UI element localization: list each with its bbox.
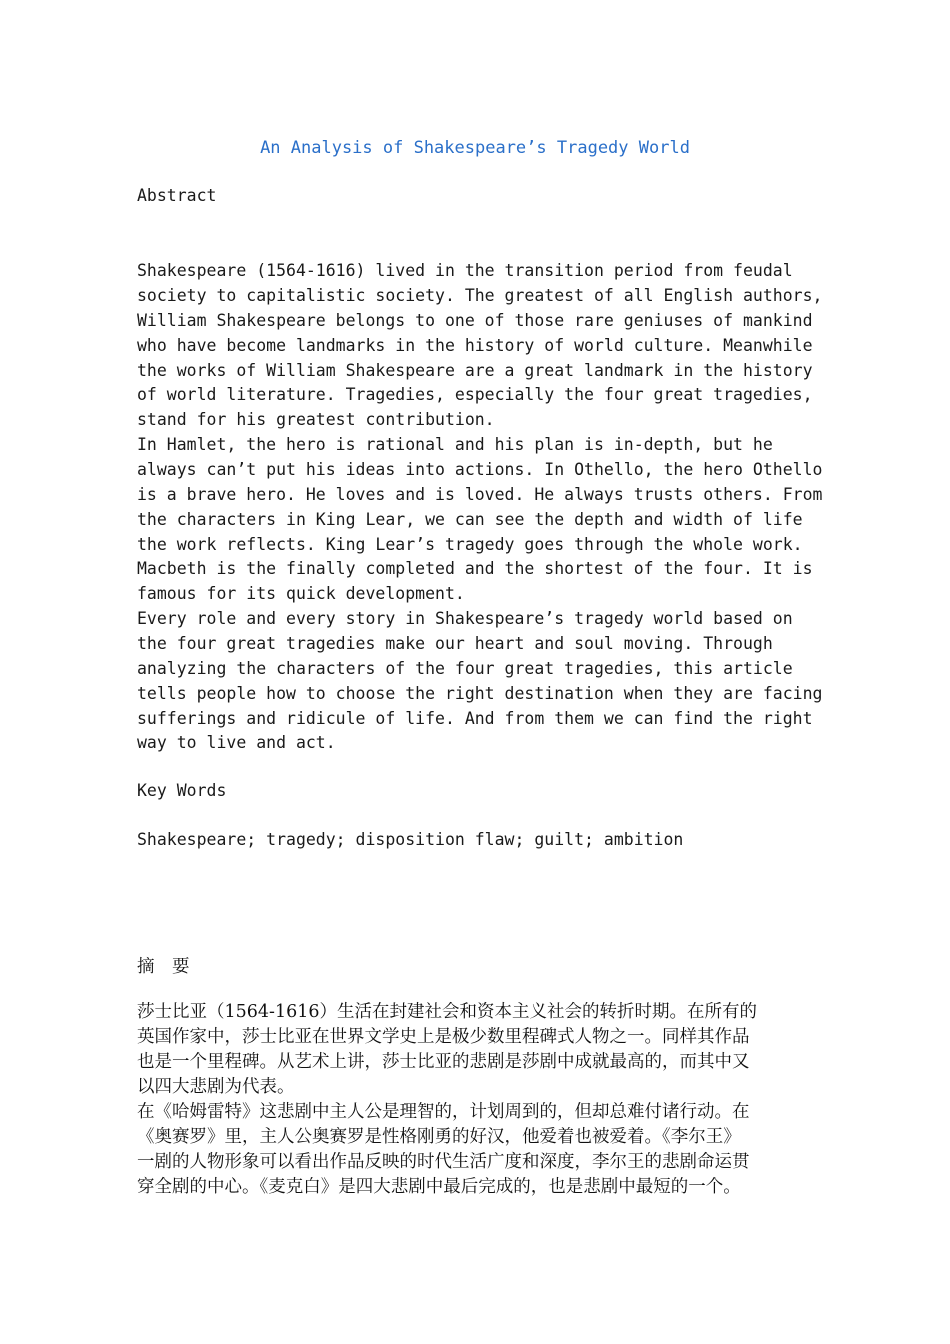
text-line: William Shakespeare belongs to one of those rare geniuses of mankind <box>137 310 813 330</box>
text-line: who have become landmarks in the history of world culture. Meanwhile <box>137 335 813 355</box>
text-line: 在《哈姆雷特》这悲剧中主人公是理智的，计划周到的，但却总难付诸行动。在 <box>137 1102 750 1122</box>
document-title: An Analysis of Shakespeare’s Tragedy World <box>260 138 690 158</box>
text-line: is a brave hero. He loves and is loved. He always trusts others. From <box>137 484 823 504</box>
keywords-text: Shakespeare; tragedy; disposition flaw; guilt; ambition <box>137 830 684 849</box>
text-line: way to live and act. <box>137 733 336 753</box>
abstract-paragraph-2 <box>137 433 827 607</box>
text-line: 以四大悲剧为代表。 <box>137 1077 295 1097</box>
abstract-heading: Abstract <box>137 186 217 205</box>
text-line: Every role and every story in Shakespeare’s tragedy world based on <box>137 609 793 628</box>
text-line: always can’t put his ideas into actions. In Othello, the hero Othello <box>137 459 823 479</box>
text-line: of world literature. Tragedies, especially the four great tragedies, <box>137 385 813 405</box>
text-line: 英国作家中，莎士比亚在世界文学史上是极少数里程碑式人物之一。同样其作品 <box>137 1027 750 1047</box>
text-line: society to capitalistic society. The greatest of all English authors, <box>137 285 823 305</box>
cn-paragraph-1 <box>137 1000 827 1100</box>
text-line: 穿全剧的中心。《麦克白》是四大悲剧中最后完成的，也是悲剧中最短的一个。 <box>137 1177 741 1197</box>
text-line: sufferings and ridicule of life. And from them we can find the right <box>137 708 813 728</box>
text-line: Shakespeare (1564-1616) lived in the transition period from feudal <box>137 261 793 280</box>
text-line: 也是一个里程碑。从艺术上讲，莎士比亚的悲剧是莎剧中成就最高的，而其中又 <box>137 1052 750 1072</box>
abstract-paragraph-1 <box>137 259 827 433</box>
text-line: In Hamlet, the hero is rational and his plan is in-depth, but he <box>137 435 773 454</box>
abstract-paragraph-3 <box>137 607 827 756</box>
text-line: Macbeth is the finally completed and the shortest of the four. It is <box>137 559 813 579</box>
text-line: the work reflects. King Lear’s tragedy goes through the whole work. <box>137 534 803 554</box>
text-line: 《奥赛罗》里，主人公奥赛罗是性格刚勇的好汉，他爱着也被爱着。《李尔王》 <box>137 1127 741 1147</box>
text-line: stand for his greatest contribution. <box>137 410 495 430</box>
cn-paragraph-2 <box>137 1100 827 1200</box>
text-line: 莎士比亚（1564-1616）生活在封建社会和资本主义社会的转折时期。在所有的 <box>137 1002 757 1022</box>
text-line: the works of William Shakespeare are a great landmark in the history <box>137 360 813 380</box>
keywords-heading: Key Words <box>137 781 227 800</box>
text-line: the characters in King Lear, we can see the depth and width of life <box>137 509 803 529</box>
text-line: tells people how to choose the right destination when they are facing <box>137 683 823 703</box>
cn-abstract-heading: 摘 要 <box>137 957 190 977</box>
text-line: famous for its quick development. <box>137 584 465 604</box>
text-line: 一剧的人物形象可以看出作品反映的时代生活广度和深度，李尔王的悲剧命运贯 <box>137 1152 750 1172</box>
text-line: analyzing the characters of the four great tragedies, this article <box>137 658 793 678</box>
text-line: the four great tragedies make our heart and soul moving. Through <box>137 633 773 653</box>
